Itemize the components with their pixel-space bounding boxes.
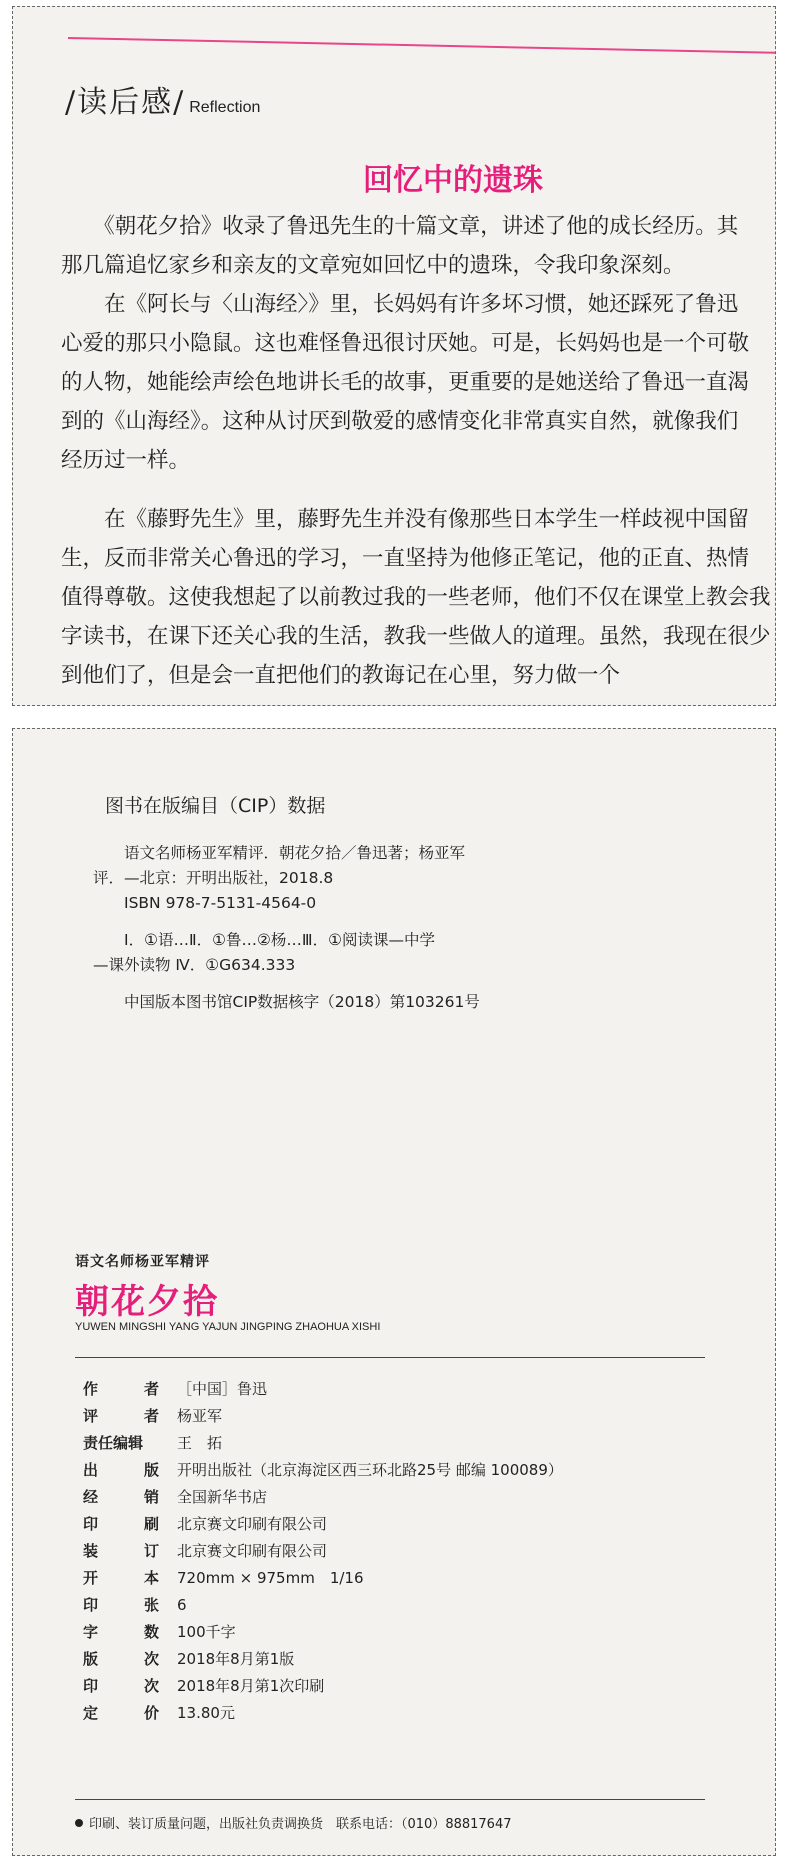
info-label-char: 本 — [143, 1569, 159, 1587]
cip-gap — [93, 916, 480, 928]
info-value: ［中国］鲁迅 — [177, 1380, 268, 1398]
info-value: 北京赛文印刷有限公司 — [177, 1515, 328, 1533]
publication-info — [83, 1375, 563, 1726]
info-value: 北京赛文印刷有限公司 — [177, 1542, 328, 1560]
essay-line: 生，反而非常关心鲁迅的学习，一直坚持为他修正笔记，他的正直、热情 — [61, 546, 750, 571]
info-value: 2018年8月第1版 — [177, 1650, 295, 1668]
cip-line: ISBN 978-7-5131-4564-0 — [93, 894, 317, 912]
info-label-char: 者 — [143, 1380, 159, 1398]
info-label-char: 印 — [83, 1596, 99, 1614]
info-row — [83, 1699, 563, 1726]
info-value: 13.80元 — [177, 1704, 235, 1722]
info-row — [83, 1483, 563, 1510]
info-label-char: 评 — [83, 1407, 99, 1425]
section-heading-cn: /读后感/ — [65, 85, 186, 120]
info-label-char: 出 — [83, 1461, 99, 1479]
cip-line: —课外读物 Ⅳ．①G634.333 — [93, 956, 296, 974]
divider-top — [75, 1357, 705, 1358]
info-row — [83, 1618, 563, 1645]
essay-line: 的人物，她能绘声绘色地讲长毛的故事，更重要的是她送给了鲁迅一直渴 — [61, 370, 750, 395]
info-label-char: 版 — [83, 1650, 99, 1668]
info-value: 2018年8月第1次印刷 — [177, 1677, 325, 1695]
info-row — [83, 1456, 563, 1483]
info-label — [83, 1648, 159, 1669]
info-label-char: 订 — [143, 1542, 159, 1560]
cip-line: 语文名师杨亚军精评．朝花夕拾／鲁迅著；杨亚军 — [93, 844, 466, 862]
info-label — [83, 1486, 159, 1507]
copyright-page-panel — [12, 728, 776, 1856]
essay-line: 《朝花夕拾》收录了鲁迅先生的十篇文章，讲述了他的成长经历。其 — [61, 214, 739, 239]
bullet-icon — [75, 1819, 83, 1827]
info-label-char: 者 — [143, 1407, 159, 1425]
cip-line: 中国版本图书馆CIP数据核字（2018）第103261号 — [93, 993, 480, 1011]
info-row — [83, 1429, 563, 1456]
info-label-char: 销 — [143, 1488, 159, 1506]
info-row — [83, 1402, 563, 1429]
info-row — [83, 1645, 563, 1672]
info-label — [83, 1594, 159, 1615]
book-pinyin: YUWEN MINGSHI YANG YAJUN JINGPING ZHAOHUA XISHI — [75, 1321, 381, 1333]
info-label — [83, 1405, 159, 1426]
essay-line: 到他们了，但是会一直把他们的教诲记在心里，努力做一个 — [61, 663, 621, 688]
divider-bottom — [75, 1799, 705, 1800]
info-value: 杨亚军 — [177, 1407, 223, 1425]
essay-title: 回忆中的遗珠 — [363, 163, 543, 198]
info-value: 720mm × 975mm 1/16 — [177, 1569, 364, 1587]
info-value: 王 拓 — [177, 1434, 223, 1452]
info-label-char: 开 — [83, 1569, 99, 1587]
cip-line: 评．—北京：开明出版社，2018.8 — [93, 869, 334, 887]
info-label — [83, 1432, 159, 1453]
cip-gap — [93, 978, 480, 990]
info-label — [83, 1675, 159, 1696]
info-label-char: 数 — [143, 1623, 159, 1641]
essay-line: 在《阿长与〈山海经〉》里，长妈妈有许多坏习惯，她还踩死了鲁迅 — [61, 292, 739, 317]
essay-line: 在《藤野先生》里，藤野先生并没有像那些日本学生一样歧视中国留 — [61, 507, 750, 532]
info-row — [83, 1672, 563, 1699]
info-label-char: 次 — [143, 1677, 159, 1695]
info-row — [83, 1591, 563, 1618]
info-label-char: 定 — [83, 1704, 99, 1722]
info-value: 100千字 — [177, 1623, 236, 1641]
info-row — [83, 1510, 563, 1537]
info-label-char: 字 — [83, 1623, 99, 1641]
info-label — [83, 1378, 159, 1399]
info-row — [83, 1537, 563, 1564]
info-label-char: 装 — [83, 1542, 99, 1560]
info-label-char: 刷 — [143, 1515, 159, 1533]
info-label-char: 次 — [143, 1650, 159, 1668]
book-title: 朝花夕拾 — [75, 1282, 219, 1322]
footer-note — [75, 1813, 511, 1832]
info-label-char: 经 — [83, 1488, 99, 1506]
info-label-char: 印 — [83, 1515, 99, 1533]
info-row — [83, 1375, 563, 1402]
info-label-char: 作 — [83, 1380, 99, 1398]
reflection-panel — [12, 6, 776, 706]
info-value: 开明出版社（北京海淀区西三环北路25号 邮编 100089） — [177, 1461, 563, 1479]
series-name: 语文名师杨亚军精评 — [75, 1254, 210, 1270]
section-heading-en: Reflection — [189, 99, 261, 116]
essay-line: 到的《山海经》。这种从讨厌到敬爱的感情变化非常真实自然，就像我们 — [61, 409, 739, 434]
decorative-pink-line — [68, 37, 776, 54]
info-label — [83, 1621, 159, 1642]
info-label-char: 张 — [143, 1596, 159, 1614]
essay-line: 心爱的那只小隐鼠。这也难怪鲁迅很讨厌她。可是，长妈妈也是一个可敬 — [61, 331, 750, 356]
info-label-char: 责任编辑 — [83, 1434, 144, 1452]
info-value: 6 — [177, 1595, 187, 1614]
info-label — [83, 1513, 159, 1534]
info-row — [83, 1564, 563, 1591]
cip-title: 图书在版编目（CIP）数据 — [105, 795, 326, 817]
essay-body — [61, 207, 776, 695]
cip-line: Ⅰ．①语…Ⅱ．①鲁…②杨…Ⅲ．①阅读课—中学 — [93, 931, 435, 949]
footer-text: 印刷、装订质量问题，出版社负责调换货 联系电话：（010）88817647 — [89, 1817, 512, 1832]
essay-line: 字读书，在课下还关心我的生活，教我一些做人的道理。虽然，我现在很少 — [61, 624, 771, 649]
info-label-char: 价 — [143, 1704, 159, 1722]
info-label-char: 印 — [83, 1677, 99, 1695]
info-value: 全国新华书店 — [177, 1488, 268, 1506]
info-label — [83, 1702, 159, 1723]
cip-block — [93, 841, 480, 1015]
info-label — [83, 1459, 159, 1480]
essay-line: 值得尊敬。这使我想起了以前教过我的一些老师，他们不仅在课堂上教会我 — [61, 585, 771, 610]
paragraph-gap — [61, 480, 776, 500]
essay-line: 那几篇追忆家乡和亲友的文章宛如回忆中的遗珠，令我印象深刻。 — [61, 253, 685, 278]
info-label — [83, 1567, 159, 1588]
info-label — [83, 1540, 159, 1561]
essay-line: 经历过一样。 — [61, 448, 191, 473]
info-label-char: 版 — [143, 1461, 159, 1479]
section-heading — [65, 77, 260, 121]
